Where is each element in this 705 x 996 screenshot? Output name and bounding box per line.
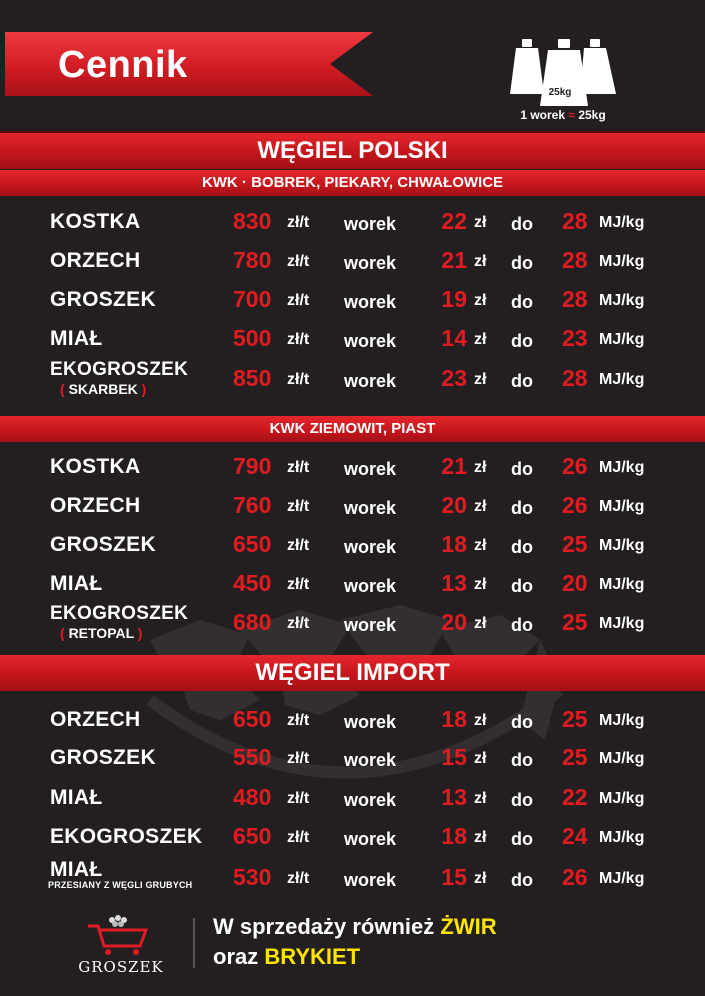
footer-text-2: oraz: [213, 944, 265, 969]
row-bag-unit: zł: [474, 292, 487, 309]
row-bag-price: 15: [441, 744, 467, 770]
row-do: do: [511, 459, 533, 479]
row-mj-unit: MJ/kg: [599, 576, 645, 593]
price-row: [0, 206, 705, 242]
row-mj: 26: [562, 864, 588, 890]
approx-sign: ≈: [568, 108, 575, 122]
row-bag: worek: [344, 537, 397, 557]
row-price: 530: [233, 864, 272, 890]
row-mj-unit: MJ/kg: [599, 829, 645, 846]
bag-caption-weight: 25kg: [578, 108, 606, 122]
subsection-title-bobrek: KWK · BOBREK, PIEKARY, CHWAŁOWICE: [0, 170, 705, 196]
row-mj: 28: [562, 286, 588, 312]
row-mj-unit: MJ/kg: [599, 750, 645, 767]
product-name: EKOGROSZEK: [50, 825, 203, 848]
product-name: KOSTKA: [50, 210, 141, 233]
product-name: GROSZEK: [50, 288, 156, 311]
row-price: 780: [233, 247, 272, 273]
row-bag-unit: zł: [474, 459, 487, 476]
row-bag-price: 18: [441, 531, 467, 557]
row-price: 790: [233, 453, 272, 479]
row-bag-price: 20: [441, 609, 467, 635]
row-mj-unit: MJ/kg: [599, 331, 645, 348]
row-mj-unit: MJ/kg: [599, 292, 645, 309]
row-price: 450: [233, 570, 272, 596]
subsection-title-ziemowit: KWK ZIEMOWIT, PIAST: [0, 416, 705, 442]
row-do: do: [511, 331, 533, 351]
row-do: do: [511, 576, 533, 596]
row-price: 500: [233, 325, 272, 351]
row-do: do: [511, 537, 533, 557]
row-bag-unit: zł: [474, 253, 487, 270]
footer-text-1: W sprzedaży również: [213, 914, 441, 939]
product-note: PRZESIANY Z WĘGLI GRUBYCH: [48, 880, 193, 890]
row-do: do: [511, 750, 533, 770]
section-title-polish: WĘGIEL POLSKI: [0, 133, 705, 169]
row-price: 830: [233, 208, 272, 234]
price-row: [0, 451, 705, 487]
footer-divider: [193, 918, 195, 968]
price-row: [0, 359, 705, 399]
row-unit: zł/t: [287, 292, 310, 309]
price-row: [0, 245, 705, 281]
row-unit: zł/t: [287, 829, 310, 846]
row-bag: worek: [344, 615, 397, 635]
row-bag-price: 23: [441, 365, 467, 391]
row-mj: 25: [562, 744, 588, 770]
row-do: do: [511, 870, 533, 890]
row-do: do: [511, 712, 533, 732]
row-mj-unit: MJ/kg: [599, 371, 645, 388]
price-row: [0, 858, 705, 898]
row-do: do: [511, 371, 533, 391]
price-row: [0, 529, 705, 565]
row-mj: 20: [562, 570, 588, 596]
row-bag-price: 21: [441, 453, 467, 479]
section-title-import: WĘGIEL IMPORT: [0, 655, 705, 691]
row-mj: 25: [562, 609, 588, 635]
price-row: [0, 603, 705, 643]
row-do: do: [511, 498, 533, 518]
row-mj: 26: [562, 492, 588, 518]
row-bag-price: 21: [441, 247, 467, 273]
product-name: MIAŁ: [50, 572, 103, 595]
product-name: GROSZEK: [50, 746, 156, 769]
bag-caption-text: 1 worek: [520, 108, 566, 122]
product-name: KOSTKA: [50, 455, 141, 478]
row-mj: 25: [562, 706, 588, 732]
row-mj-unit: MJ/kg: [599, 870, 645, 887]
row-price: 550: [233, 744, 272, 770]
product-name: MIAŁ: [50, 327, 103, 350]
row-bag-price: 22: [441, 208, 467, 234]
row-mj: 23: [562, 325, 588, 351]
product-name: ORZECH: [50, 249, 141, 272]
row-do: do: [511, 615, 533, 635]
row-bag: worek: [344, 829, 397, 849]
row-bag-price: 19: [441, 286, 467, 312]
row-bag: worek: [344, 498, 397, 518]
row-unit: zł/t: [287, 498, 310, 515]
row-unit: zł/t: [287, 253, 310, 270]
price-row: [0, 821, 705, 857]
row-mj-unit: MJ/kg: [599, 214, 645, 231]
row-bag-unit: zł: [474, 331, 487, 348]
product-name: ORZECH: [50, 708, 141, 731]
row-bag: worek: [344, 750, 397, 770]
price-row: [0, 742, 705, 778]
row-bag-unit: zł: [474, 537, 487, 554]
row-unit: zł/t: [287, 750, 310, 767]
page-title: Cennik: [58, 44, 188, 86]
row-bag-price: 18: [441, 706, 467, 732]
row-bag-unit: zł: [474, 498, 487, 515]
row-bag-price: 18: [441, 823, 467, 849]
row-mj-unit: MJ/kg: [599, 790, 645, 807]
product-name: ORZECH: [50, 494, 141, 517]
row-bag: worek: [344, 331, 397, 351]
price-row: [0, 323, 705, 359]
footer-line-2: [213, 944, 360, 970]
row-bag: worek: [344, 214, 397, 234]
product-name: MIAŁ: [50, 786, 103, 809]
row-unit: zł/t: [287, 615, 310, 632]
product-name: EKOGROSZEK: [50, 359, 189, 380]
row-bag-unit: zł: [474, 870, 487, 887]
bag-caption: [498, 108, 628, 122]
row-mj: 28: [562, 247, 588, 273]
row-price: 650: [233, 706, 272, 732]
row-unit: zł/t: [287, 537, 310, 554]
row-bag-price: 20: [441, 492, 467, 518]
row-mj: 24: [562, 823, 588, 849]
row-mj: 26: [562, 453, 588, 479]
row-bag-unit: zł: [474, 750, 487, 767]
row-mj: 25: [562, 531, 588, 557]
row-price: 680: [233, 609, 272, 635]
footer-highlight-brykiet: BRYKIET: [264, 944, 361, 969]
row-price: 850: [233, 365, 272, 391]
row-price: 700: [233, 286, 272, 312]
row-mj-unit: MJ/kg: [599, 253, 645, 270]
logo-text: GROSZEK: [78, 958, 164, 976]
footer-line-1: [213, 914, 497, 940]
row-do: do: [511, 790, 533, 810]
row-unit: zł/t: [287, 214, 310, 231]
row-bag-unit: zł: [474, 576, 487, 593]
row-unit: zł/t: [287, 712, 310, 729]
row-bag-unit: zł: [474, 214, 487, 231]
row-bag-price: 15: [441, 864, 467, 890]
price-row: [0, 704, 705, 740]
row-unit: zł/t: [287, 790, 310, 807]
row-unit: zł/t: [287, 331, 310, 348]
coal-bag-icon: [508, 36, 620, 114]
row-bag-unit: zł: [474, 790, 487, 807]
row-price: 650: [233, 531, 272, 557]
price-row: [0, 284, 705, 320]
product-variant-text: RETOPAL: [68, 625, 134, 641]
row-bag: worek: [344, 870, 397, 890]
row-do: do: [511, 292, 533, 312]
product-name: MIAŁ: [50, 858, 103, 881]
row-do: do: [511, 829, 533, 849]
row-bag-price: 13: [441, 570, 467, 596]
row-bag: worek: [344, 253, 397, 273]
row-mj: 28: [562, 208, 588, 234]
row-mj-unit: MJ/kg: [599, 459, 645, 476]
row-unit: zł/t: [287, 371, 310, 388]
product-variant-text: SKARBEK: [68, 381, 138, 397]
row-mj: 28: [562, 365, 588, 391]
bag-weight-label: 25kg: [548, 87, 572, 98]
row-unit: zł/t: [287, 459, 310, 476]
row-price: 650: [233, 823, 272, 849]
price-row: [0, 490, 705, 526]
footer-highlight-zwir: ŻWIR: [440, 914, 497, 939]
row-bag-unit: zł: [474, 829, 487, 846]
product-variant: ( SKARBEK ): [60, 381, 147, 397]
row-bag-unit: zł: [474, 712, 487, 729]
row-unit: zł/t: [287, 870, 310, 887]
row-mj: 22: [562, 784, 588, 810]
row-mj-unit: MJ/kg: [599, 498, 645, 515]
product-name: EKOGROSZEK: [50, 603, 189, 624]
row-unit: zł/t: [287, 576, 310, 593]
row-bag: worek: [344, 712, 397, 732]
row-do: do: [511, 214, 533, 234]
row-bag: worek: [344, 790, 397, 810]
row-bag-price: 13: [441, 784, 467, 810]
row-mj-unit: MJ/kg: [599, 537, 645, 554]
row-bag-price: 14: [441, 325, 467, 351]
row-bag: worek: [344, 292, 397, 312]
row-price: 760: [233, 492, 272, 518]
product-variant: ( RETOPAL ): [60, 625, 143, 641]
row-mj-unit: MJ/kg: [599, 712, 645, 729]
row-do: do: [511, 253, 533, 273]
row-bag: worek: [344, 459, 397, 479]
row-bag: worek: [344, 576, 397, 596]
row-price: 480: [233, 784, 272, 810]
row-bag-unit: zł: [474, 615, 487, 632]
price-row: [0, 568, 705, 604]
row-mj-unit: MJ/kg: [599, 615, 645, 632]
price-row: [0, 782, 705, 818]
row-bag-unit: zł: [474, 371, 487, 388]
row-bag: worek: [344, 371, 397, 391]
product-name: GROSZEK: [50, 533, 156, 556]
